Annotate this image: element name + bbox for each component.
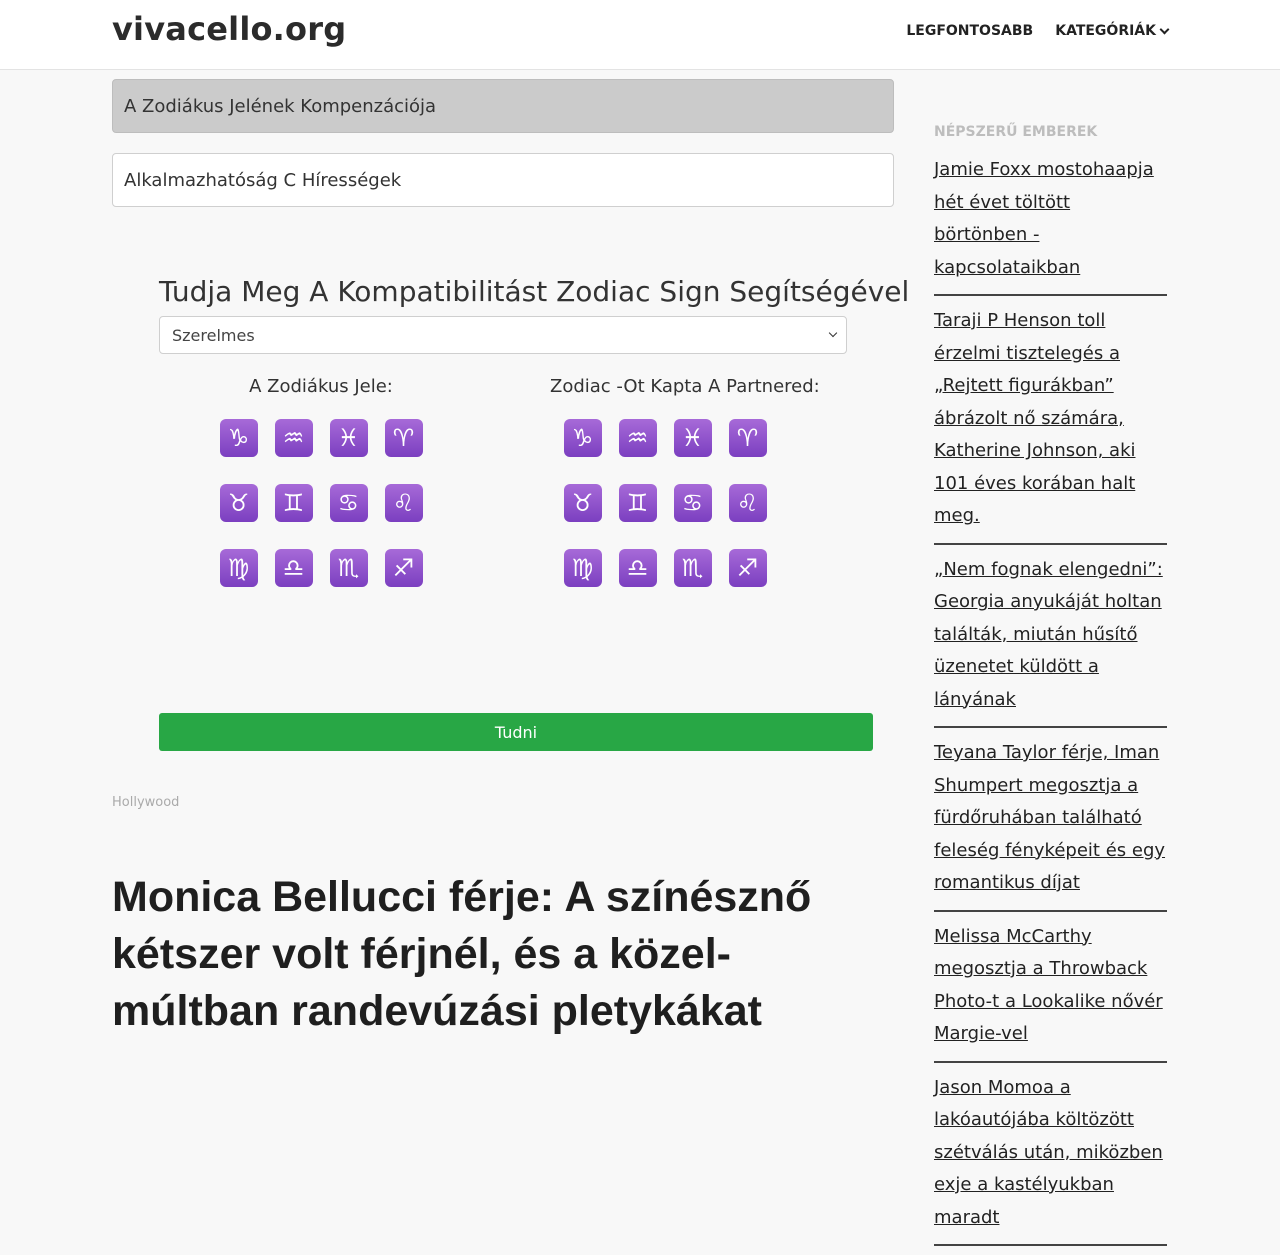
sidebar-heading: NÉPSZERŰ EMBEREK: [934, 124, 1098, 140]
your-aquarius-icon[interactable]: ♒: [275, 419, 313, 457]
site-logo[interactable]: vivacello.org: [112, 10, 347, 48]
your-cancer-icon[interactable]: ♋: [330, 484, 368, 522]
chevron-down-icon: [829, 329, 837, 337]
sidebar-link[interactable]: Teyana Taylor férje, Iman Shumpert megosztja a fürdőruhában található feleség fényképeit és egy romantikus díjat: [934, 737, 1167, 912]
your-capricorn-icon[interactable]: ♑: [220, 419, 258, 457]
partner-taurus-icon[interactable]: ♉: [564, 484, 602, 522]
partner-capricorn-icon[interactable]: ♑: [564, 419, 602, 457]
category-label[interactable]: Hollywood: [112, 795, 180, 810]
your-gemini-icon[interactable]: ♊: [275, 484, 313, 522]
your-sign-label: A Zodiákus Jele:: [249, 376, 393, 397]
partner-scorpio-icon[interactable]: ♏: [674, 549, 712, 587]
select-value: Szerelmes: [172, 325, 255, 345]
your-pisces-icon[interactable]: ♓: [330, 419, 368, 457]
partner-sign-grid: [550, 419, 780, 587]
partner-aquarius-icon[interactable]: ♒: [619, 419, 657, 457]
sidebar-link[interactable]: Taraji P Henson toll érzelmi tisztelegés a „Rejtett figurákban” ábrázolt nő számára, Katherine Johnson, aki 101 éves korában halt meg.: [934, 305, 1167, 545]
partner-sign-column: [550, 376, 820, 587]
sidebar-link[interactable]: „Nem fognak elengedni”: Georgia anyukáját holtan találták, miután hűsítő üzenetet küldött a lányának: [934, 554, 1167, 729]
your-virgo-icon[interactable]: ♍: [220, 549, 258, 587]
tab-zodiac-compensation[interactable]: A Zodiákus Jelének Kompenzációja: [112, 79, 894, 133]
partner-libra-icon[interactable]: ♎: [619, 549, 657, 587]
sidebar-link[interactable]: Jamie Foxx mostohaapja hét évet töltött börtönben - kapcsolataikban: [934, 154, 1167, 296]
sidebar-link[interactable]: Jason Momoa a lakóautójába költözött szétválás után, miközben exje a kastélyukban maradt: [934, 1072, 1167, 1247]
partner-gemini-icon[interactable]: ♊: [619, 484, 657, 522]
partner-leo-icon[interactable]: ♌: [729, 484, 767, 522]
sidebar: [934, 124, 1167, 1255]
compatibility-widget: [159, 275, 910, 742]
sign-columns: [159, 354, 873, 604]
compatibility-title: Tudja Meg A Kompatibilitást Zodiac Sign Segítségével: [159, 275, 910, 308]
partner-pisces-icon[interactable]: ♓: [674, 419, 712, 457]
sidebar-links: [934, 154, 1167, 1246]
article-title: Monica Bellucci férje: A színésznő kétszer volt férjnél, és a közel-múltban randevúzási pletykákat: [112, 873, 812, 1035]
site-header: [0, 0, 1280, 70]
your-libra-icon[interactable]: ♎: [275, 549, 313, 587]
partner-cancer-icon[interactable]: ♋: [674, 484, 712, 522]
tab-celebrities[interactable]: Alkalmazhatóság C Hírességek: [112, 153, 894, 207]
nav-item-label: KATEGÓRIÁK: [1055, 23, 1156, 39]
main-content: [112, 79, 910, 1035]
partner-aries-icon[interactable]: ♈: [729, 419, 767, 457]
partner-sagittarius-icon[interactable]: ♐: [729, 549, 767, 587]
main-nav: [906, 23, 1168, 39]
nav-item-kategoriak[interactable]: [1055, 23, 1168, 39]
tudni-button[interactable]: Tudni: [159, 713, 873, 751]
your-sign-column: [206, 376, 436, 587]
your-aries-icon[interactable]: ♈: [385, 419, 423, 457]
partner-sign-label: Zodiac -Ot Kapta A Partnered:: [550, 376, 820, 397]
nav-item-legfontosabb[interactable]: [906, 23, 1033, 39]
chevron-down-icon: [1160, 24, 1170, 34]
relationship-type-select[interactable]: [159, 316, 847, 354]
your-sign-grid: [206, 419, 436, 587]
your-taurus-icon[interactable]: ♉: [220, 484, 258, 522]
nav-item-label: LEGFONTOSABB: [906, 23, 1034, 39]
your-leo-icon[interactable]: ♌: [385, 484, 423, 522]
your-scorpio-icon[interactable]: ♏: [330, 549, 368, 587]
sidebar-link[interactable]: Melissa McCarthy megosztja a Throwback Photo-t a Lookalike nővér Margie-vel: [934, 921, 1167, 1063]
your-sagittarius-icon[interactable]: ♐: [385, 549, 423, 587]
partner-virgo-icon[interactable]: ♍: [564, 549, 602, 587]
